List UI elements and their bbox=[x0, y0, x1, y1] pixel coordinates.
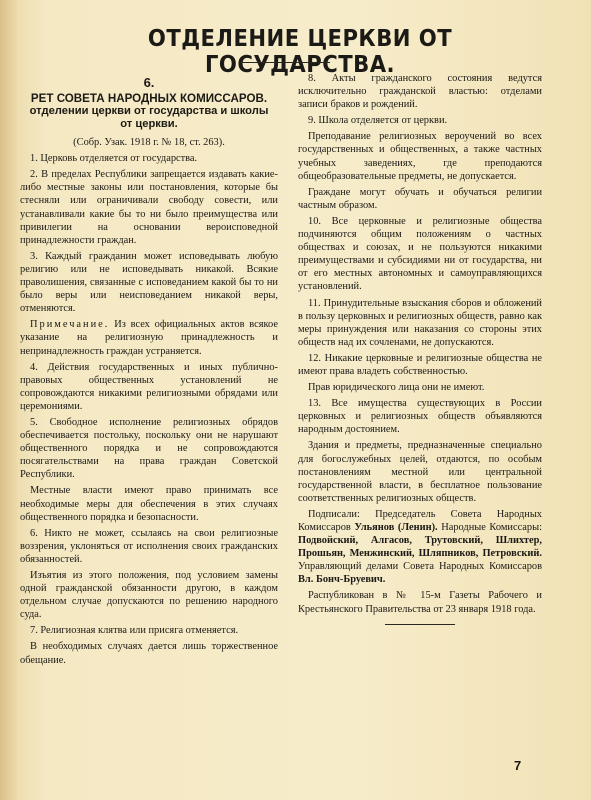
commissars-intro: Народные Комиссары: bbox=[441, 522, 542, 533]
signatures bbox=[298, 508, 542, 587]
article-7: 7. Религиозная клятва или присяга отменяется. bbox=[30, 625, 239, 637]
page-title: ОТДЕЛЕНИЕ ЦЕРКВИ ОТ ГОСУДАРСТВА. bbox=[147, 26, 453, 78]
right-column bbox=[298, 72, 542, 625]
article-13-paragraph-2: Здания и предметы, предназначенные специально для богослужебных целей, отдаются, по особым постановлениям местной или центральной государственной власти, в бесплатное пользование соответственных религиозных обществ. bbox=[298, 440, 542, 504]
article-9-paragraph-3: Граждане могут обучать и обучаться религии частным образом. bbox=[298, 186, 542, 211]
article-7-paragraph-2: В необходимых случаях дается лишь торжественное обещание. bbox=[20, 641, 278, 666]
note-text: Из всех официальных актов всякое указание на религиозную принадлежность и непринадлежность граждан устраняется. bbox=[20, 319, 278, 357]
article-6: 6. Никто не может, ссылаясь на свои религиозные воззрения, уклоняться от исполнения своих гражданских обязанностей. bbox=[20, 527, 278, 565]
article-9-paragraph-2: Преподавание религиозных вероучений во всех государственных и общественных, а также частных учебных заведениях, где преподаются общеобразовательные предметы, не допускается. bbox=[298, 131, 542, 182]
signatory-manager: Вл. Бонч-Бруевич. bbox=[298, 574, 386, 586]
publication-note: Распубликован в № 15-м Газеты Рабочего и Крестьянского Правительства от 23 января 1918 года. bbox=[298, 590, 542, 615]
left-column bbox=[20, 72, 278, 670]
commissars-list: Подвойский, Алгасов, Трутовский, Шлихтер, Прошьян, Менжинский, Шляпников, Петровский. bbox=[298, 535, 542, 560]
article-1: 1. Церковь отделяется от государства. bbox=[30, 153, 198, 165]
signatory-lenin: Ульянов (Ленин). bbox=[354, 522, 438, 533]
page-shadow-edge bbox=[0, 0, 18, 800]
decree-reference: (Собр. Узак. 1918 г. № 18, ст. 263). bbox=[73, 137, 225, 149]
note-label: Примечание. bbox=[30, 319, 110, 331]
article-12: 12. Никакие церковные и религиозные общества не имеют права владеть собственностью. bbox=[298, 352, 542, 377]
end-rule bbox=[385, 624, 455, 625]
page-number: 7 bbox=[514, 758, 522, 773]
article-12-paragraph-2: Прав юридического лица они не имеют. bbox=[308, 382, 485, 394]
article-4: 4. Действия государственных и иных публично-правовых общественных установлений не сопровождаются никакими религиозными обрядами или церемониями. bbox=[20, 361, 278, 412]
article-10: 10. Все церковные и религиозные общества подчиняются общим положениям о частных обществах и союзах, и не пользуются никакими преимуществами и субсидиями ни от государства, ни от его местных автономных и самоуправляющихся установлений. bbox=[298, 215, 542, 293]
decree-heading-line-3: от церкви. bbox=[120, 118, 178, 131]
article-5: 5. Свободное исполнение религиозных обрядов обеспечивается постольку, поскольку они не нарушают общественного порядка и не сопровождаются посягательствами на права граждан Советской Республики. bbox=[20, 416, 278, 481]
manager-intro: Управляющий делами Совета Народных Комиссаров bbox=[298, 561, 542, 573]
article-3: 3. Каждый гражданин может исповедывать любую религию или не исповедывать никакой. Всякие праволишения, связанные с исповеданием какой бы то ни было веры или неисповеданием никакой веры, отменяются. bbox=[20, 250, 278, 315]
article-8: 8. Акты гражданского состояния ведутся исключительно гражданской властью: отделами записи браков и рождений. bbox=[298, 73, 542, 111]
article-13: 13. Все имущества существующих в России церковных и религиозных обществ объявляются народным достоянием. bbox=[298, 398, 542, 436]
article-11: 11. Принудительные взыскания сборов и обложений в пользу церковных и религиозных обществ, равно как меры принуждения или наказания со стороны этих обществ над их сочленами, не допускаются. bbox=[298, 297, 542, 348]
decree-number: 6. bbox=[143, 75, 155, 90]
decree-heading-line-2: отделении церкви от государства и школы bbox=[29, 105, 269, 118]
decree-heading bbox=[20, 92, 278, 131]
decree-heading-line-1: РЕТ СОВЕТА НАРОДНЫХ КОМИССАРОВ. bbox=[30, 92, 268, 106]
article-6-paragraph-2: Изъятия из этого положения, под условием замены одной гражданской обязанности другою, в каждом отдельном случае допускаются по решению народного суда. bbox=[20, 570, 278, 621]
signed-intro: Подписали: Председатель Совета Народных Комиссаров bbox=[298, 508, 542, 533]
article-9: 9. Школа отделяется от церкви. bbox=[308, 115, 448, 127]
title-underline bbox=[240, 62, 330, 63]
article-5-paragraph-2: Местные власти имеют право принимать все необходимые меры для обеспечения в этих случаях общественного порядка и безопасности. bbox=[20, 485, 278, 523]
article-2: 2. В пределах Республики запрещается издавать какие-либо местные законы или постановления, которые бы стесняли или ограничивали свободу совести, или устанавливали какие бы то ни было преимущества или привилегии на основании вероисповедной принадлежности граждан. bbox=[20, 169, 278, 246]
article-3-note bbox=[20, 318, 278, 357]
